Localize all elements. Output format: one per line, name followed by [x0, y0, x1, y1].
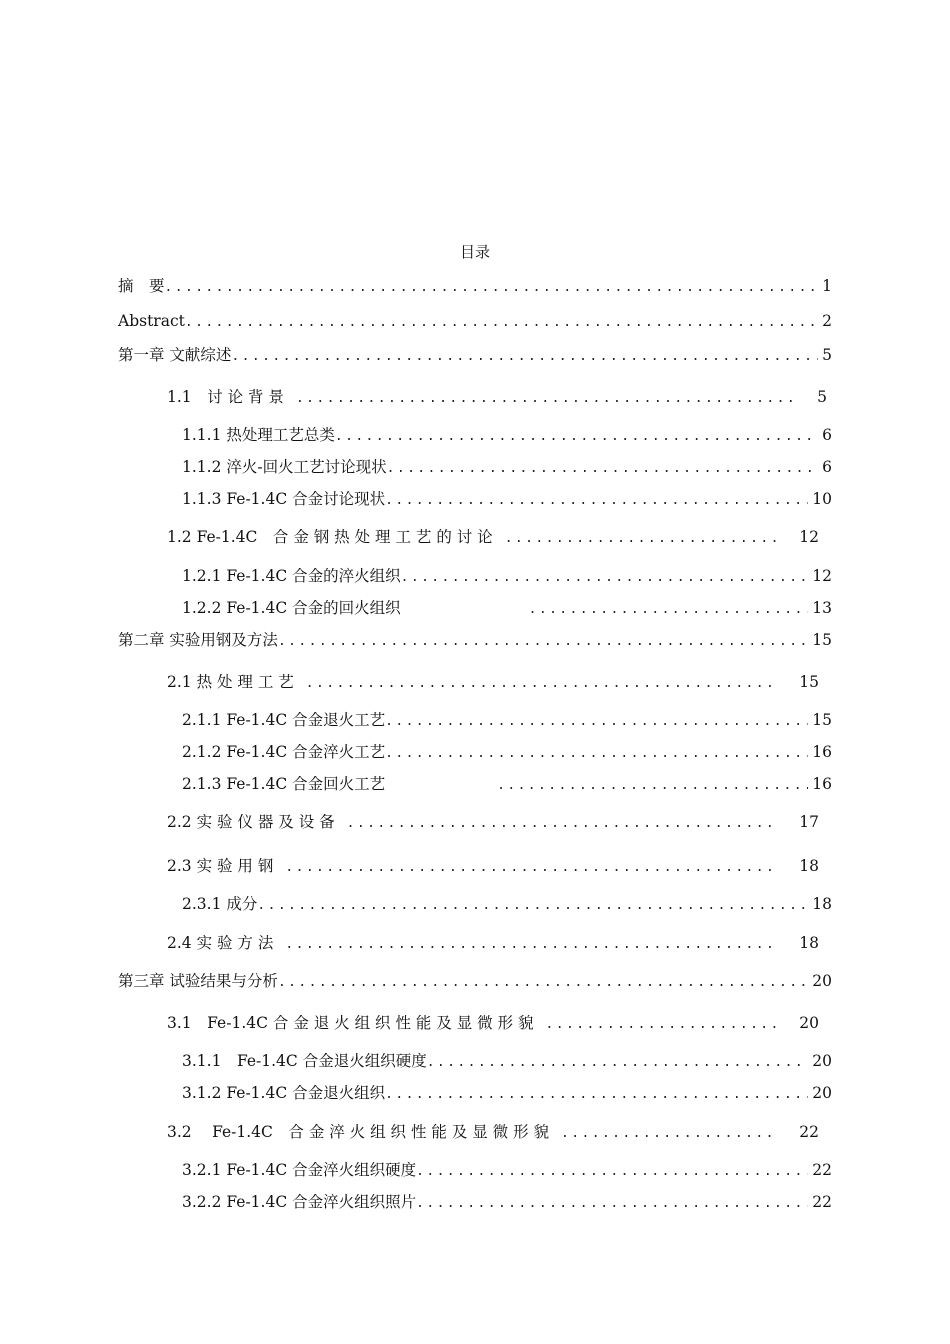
toc-entry[interactable] [167, 526, 819, 548]
toc-entry-label: 2.1.3 Fe-1.4C 合金回火工艺 [182, 775, 386, 793]
toc-entry-page: 20 [812, 1052, 832, 1070]
toc-entry[interactable] [167, 1121, 819, 1143]
toc-entry-label: 2.3 实 验 用 钢 [167, 857, 274, 875]
toc-entry-label: 1.2 Fe-1.4C 合 金 钢 热 处 理 工 艺 的 讨 论 [167, 528, 493, 546]
toc-entry[interactable] [167, 932, 819, 954]
dot-leader [497, 775, 808, 797]
toc-entry[interactable] [182, 893, 832, 915]
toc-entry-page: 17 [799, 813, 819, 831]
dot-leader [534, 1014, 778, 1036]
toc-entry-label: 1.1.1 热处理工艺总类 [182, 426, 335, 444]
toc-entry[interactable] [118, 344, 832, 366]
toc-entry[interactable] [167, 386, 827, 408]
toc-entry-page: 2 [822, 312, 832, 330]
toc-entry-page: 22 [812, 1193, 832, 1211]
toc-entry-label: 2.3.1 成分 [182, 895, 258, 913]
toc-entry-label: 2.4 实 验 方 法 [167, 934, 274, 952]
toc-entry-label: 2.2 实 验 仪 器 及 设 备 [167, 813, 335, 831]
toc-entry-page: 18 [799, 934, 819, 952]
toc-entry-label: 第三章 试验结果与分析 [118, 972, 278, 990]
toc-entry[interactable] [182, 597, 832, 619]
dot-leader [278, 631, 808, 653]
toc-entry[interactable] [167, 671, 819, 693]
toc-entry[interactable] [167, 855, 819, 877]
toc-entry-label: 1.1.3 Fe-1.4C 合金讨论现状 [182, 490, 386, 508]
toc-entry[interactable] [182, 424, 832, 446]
dot-leader [427, 1052, 809, 1074]
toc-entry[interactable] [182, 1050, 832, 1072]
dot-leader [257, 895, 808, 917]
toc-entry-page: 18 [799, 857, 819, 875]
toc-entry[interactable] [167, 1012, 819, 1034]
toc-entry-label: Abstract [118, 312, 185, 330]
toc-entry-page: 16 [812, 775, 832, 793]
dot-leader [284, 388, 795, 410]
toc-entry-label: 3.2.2 Fe-1.4C 合金淬火组织照片 [182, 1193, 417, 1211]
toc-entry[interactable] [182, 1082, 832, 1104]
toc-entry-label: 3.2.1 Fe-1.4C 合金淬火组织硬度 [182, 1161, 417, 1179]
toc-entry-page: 22 [799, 1123, 819, 1141]
dot-leader [231, 346, 818, 368]
toc-entry[interactable] [182, 741, 832, 763]
toc-entry[interactable] [167, 811, 819, 833]
toc-entry-label: 摘 要 [118, 277, 165, 295]
toc-entry[interactable] [182, 456, 832, 478]
toc-entry-label: 2.1.2 Fe-1.4C 合金淬火工艺 [182, 743, 386, 761]
toc-entry[interactable] [118, 310, 832, 332]
toc-entry-page: 20 [799, 1014, 819, 1032]
toc-entry-page: 18 [812, 895, 832, 913]
dot-leader [416, 1161, 808, 1183]
toc-entry-page: 15 [812, 711, 832, 729]
toc-entry[interactable] [182, 488, 832, 510]
toc-entry[interactable] [118, 970, 832, 992]
toc-entry-page: 6 [822, 426, 832, 444]
toc-entry-label: 1.2.2 Fe-1.4C 合金的回火组织 [182, 599, 401, 617]
dot-leader [385, 490, 808, 512]
toc-entry-page: 22 [812, 1161, 832, 1179]
dot-leader [529, 599, 809, 621]
dot-leader [165, 277, 819, 299]
toc-entry[interactable] [118, 629, 832, 651]
toc-entry-page: 20 [812, 972, 832, 990]
toc-entry-page: 12 [799, 528, 819, 546]
page-title: 目录 [459, 243, 490, 261]
dot-leader [493, 528, 778, 550]
toc-entry-page: 20 [812, 1084, 832, 1102]
dot-leader [185, 312, 818, 334]
dot-leader [387, 458, 819, 480]
dot-leader [385, 743, 808, 765]
dot-leader [416, 1193, 808, 1215]
toc-entry-label: 第二章 实验用钢及方法 [118, 631, 278, 649]
toc-entry[interactable] [182, 565, 832, 587]
toc-entry[interactable] [182, 709, 832, 731]
toc-entry-page: 16 [812, 743, 832, 761]
toc-entry-label: 1.1 讨 论 背 景 [167, 388, 284, 406]
toc-entry-label: 2.1.1 Fe-1.4C 合金退火工艺 [182, 711, 386, 729]
dot-leader [549, 1123, 777, 1145]
toc-entry[interactable] [182, 773, 832, 795]
dot-leader [335, 426, 818, 448]
dot-leader [273, 934, 777, 956]
dot-leader [335, 813, 778, 835]
dot-leader [385, 1084, 808, 1106]
toc-entry-page: 1 [822, 277, 832, 295]
toc-entry-page: 10 [812, 490, 832, 508]
toc-entry[interactable] [182, 1159, 832, 1181]
toc-entry-page: 15 [812, 631, 832, 649]
toc-entry-label: 1.1.2 淬火-回火工艺讨论现状 [182, 458, 387, 476]
toc-entry-label: 3.1.2 Fe-1.4C 合金退火组织 [182, 1084, 386, 1102]
dot-leader [385, 711, 808, 733]
toc-entry[interactable] [118, 275, 832, 297]
dot-leader [278, 972, 808, 994]
toc-entry-label: 3.1.1 Fe-1.4C 合金退火组织硬度 [182, 1052, 427, 1070]
toc-entry-page: 13 [812, 599, 832, 617]
dot-leader [294, 673, 777, 695]
toc-entry-label: 3.1 Fe-1.4C 合 金 退 火 组 织 性 能 及 显 微 形 貌 [167, 1014, 534, 1032]
toc-entry-label: 3.2 Fe-1.4C 合 金 淬 火 组 织 性 能 及 显 微 形 貌 [167, 1123, 550, 1141]
toc-entry-label: 2.1 热 处 理 工 艺 [167, 673, 294, 691]
toc-entry-page: 12 [812, 567, 832, 585]
toc-entry-page: 5 [822, 346, 832, 364]
toc-entry-label: 第一章 文献综述 [118, 346, 232, 364]
toc-entry-page: 5 [817, 388, 827, 406]
toc-entry[interactable] [182, 1191, 832, 1213]
dot-leader [273, 857, 777, 879]
toc-entry-page: 15 [799, 673, 819, 691]
dot-leader [401, 567, 809, 589]
toc-entry-label: 1.2.1 Fe-1.4C 合金的淬火组织 [182, 567, 401, 585]
toc-entry-page: 6 [822, 458, 832, 476]
